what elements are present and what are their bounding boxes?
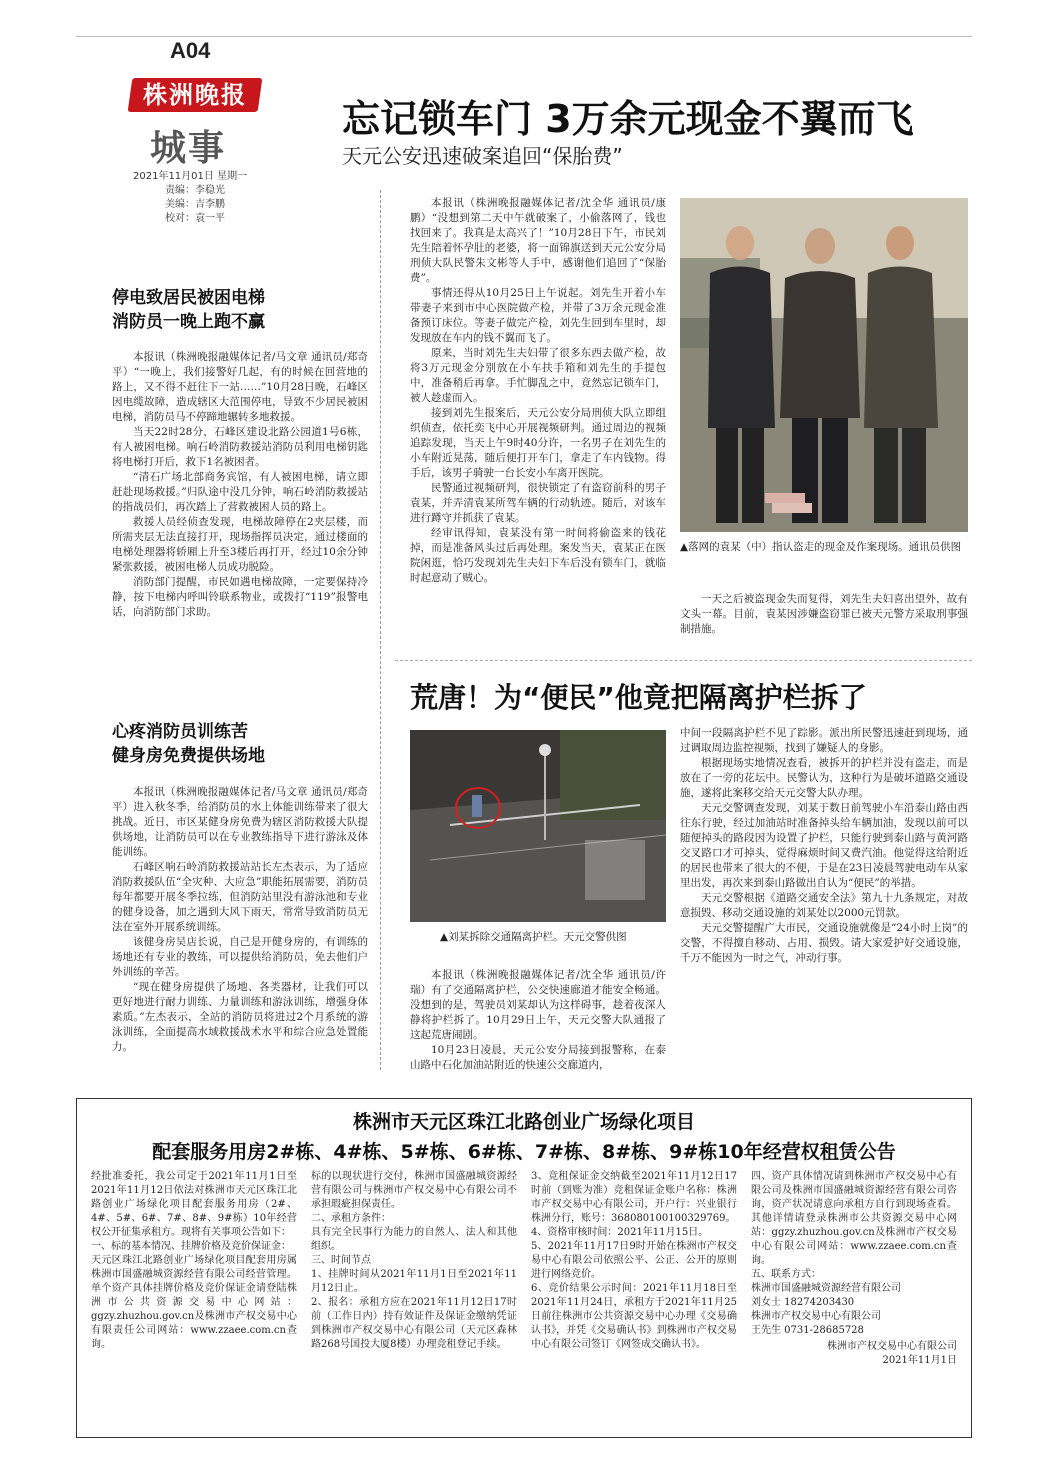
left-story1-body: [112, 350, 368, 620]
left-story1-headline: [112, 286, 265, 334]
paragraph: 根据现场实地情况查看，被拆开的护栏并没有盗走，而是放在了一旁的花坛中。民警认为，这种行为是破坏道路交通设施，遂将此案移交给天元交警大队办理。: [680, 757, 968, 799]
designer-line: 美编：吉李鹏: [165, 199, 225, 210]
left-column-divider: [380, 190, 381, 1070]
editor-line: 责编：李稳光: [165, 185, 225, 196]
story3-photo: [410, 730, 666, 922]
left-story1-headline-line1: 停电致居民被困电梯: [112, 288, 265, 308]
page-number: A04: [170, 38, 211, 63]
ad-col4: 四、资产具体情况请到株洲市产权交易中心有限公司及株洲市国盛融城资源经营有限公司咨询，资产状况请意向承租方自行到现场查看。其他详情请登录株洲市公共资源交易中心网站：ggzy.zhuzhou.gov.cn及株洲市产权交易中心有限公司网站：www.zzaee.com.cn查询。 五、联系方式： 株洲市国盛融城资源经营有限公司 刘女士 18274203430 株洲市产权交易中心有限公司 王先生 0731-28685728: [751, 1171, 957, 1336]
story3-body-col2: [680, 726, 968, 966]
ad-sign-date: 2021年11月1日: [882, 1355, 957, 1366]
lead-body: [410, 196, 666, 586]
story3-photo-caption: ▲刘某拆除交通隔离护栏。天元交警供图: [440, 931, 627, 943]
paragraph: 一天之后被盗现金失而复得，刘先生夫妇喜出望外，故有文头一幕。目前，袁某因涉嫌盗窃罪已被天元警方采取刑事强制措施。: [680, 593, 968, 635]
lead-closing: [680, 592, 968, 637]
story3-rule: [395, 660, 972, 661]
paragraph: 事情还得从10月25日上午说起。刘先生开着小车带妻子来到市中心医院做产检，并带了3万余元现金准备预订床位。等妻子做完产检，刘先生回到车里时，却发现放在车内的钱不翼而飞了。: [410, 287, 666, 344]
paragraph: 石峰区响石岭消防救援站站长左杰表示，为了适应消防救援队伍“全灾种、大应急”职能拓展需要，消防员每年都要开展冬季拉练，但消防站里没有游泳池和专业的健身设备，加之遇到大风下雨天，常常导致消防员无法在室外开展系统训练。: [112, 861, 368, 933]
logo-text: 株洲晚报: [143, 80, 247, 109]
lead-photo-caption: ▲落网的袁某（中）指认盗走的现金及作案现场。通讯员供图: [680, 541, 962, 553]
paragraph: 天元交警根据《道路交通安全法》第九十九条规定，对故意损毁、移动交通设施的刘某处以2000元罚款。: [680, 892, 968, 919]
story3-photo-illustration: [410, 730, 666, 922]
lead-subheadline: 天元公安迅速破案追回“保胎费”: [342, 144, 623, 168]
paragraph: “清石广场北部商务宾馆，有人被困电梯，请立即赶赴现场救援。”归队途中没几分钟，响石岭消防救援站的指战员们，再次踏上了营救被困人员的路上。: [112, 471, 368, 513]
paragraph: 当天22时28分，石峰区建设北路公园道1号6栋，有人被困电梯。响石岭消防救援站消防员利用电梯钥匙将电梯打开后，救下1名被困者。: [112, 426, 368, 468]
date-line: 2021年11月01日 星期一: [133, 171, 248, 182]
story3-headline: 荒唐！为“便民”他竟把隔离护栏拆了: [410, 681, 867, 714]
left-story2-headline-line2: 健身房免费提供场地: [112, 746, 265, 766]
proofreader-line: 校对：袁一平: [165, 213, 225, 224]
lead-photo: [680, 198, 968, 532]
top-rule: [76, 36, 972, 37]
paragraph: 天元交警调查发现，刘某于数日前驾驶小车沿泰山路由西往东行驶，经过加油站时准备掉头给车辆加油，发现以前可以随便掉头的路段因为设置了护栏，只能行驶到泰山路与黄河路交叉路口才可掉头，觉得麻烦时间又费汽油。他觉得这给附近的居民也带来了很大的不便，于是在23日凌晨驾驶电动车从家里出发，再次来到泰山路做出自认为“便民”的举措。: [680, 802, 968, 889]
lead-photo-illustration: [680, 198, 968, 532]
ad-columns: [77, 1164, 971, 1368]
ad-title-line2: 配套服务用房2#栋、4#栋、5#栋、6#栋、7#栋、8#栋、9#栋10年经营权租赁公告: [152, 1141, 896, 1163]
paragraph: 中间一段隔离护栏不见了踪影。派出所民警迅速赶到现场，通过调取周边监控视频，找到了嫌疑人的身影。: [680, 727, 968, 754]
left-story2-headline: [112, 720, 265, 768]
left-story1-headline-line2: 消防员一晚上跑不赢: [112, 312, 265, 332]
paragraph: “现在健身房提供了场地、各类器材，让我们可以更好地进行耐力训练、力量训练和游泳训练，增强身体素质。”左杰表示，全站的消防员将进过2个月系统的游泳训练，全面提高水域救援战术水平和综合应急处置能力。: [112, 981, 368, 1053]
left-story2-headline-line1: 心疼消防员训练苦: [112, 722, 248, 742]
masthead-info: [133, 170, 247, 226]
paragraph: 民警通过视频研判，很快锁定了有盗窃前科的男子袁某，并弄清袁某所驾车辆的行动轨迹。随后，对该车进行蹲守并抓获了袁某。: [410, 482, 666, 524]
newspaper-logo: [128, 78, 263, 112]
ad-col2: 标的以现状进行交付，株洲市国盛融城资源经营有限公司与株洲市产权交易中心有限公司不承担瑕疵担保责任。 二、承租方条件： 具有完全民事行为能力的自然人、法人和其他组织。 三、时间节点 1、挂牌时间从2021年11月1日至2021年11月12日止。 2、报名：承租方应在2021年11月12日17时前（工作日内）持有效证件及保证金缴纳凭证到株洲市产权交易中心有限公司（天元区森林路268号国投大厦8楼）办理竞租登记手续。: [311, 1171, 517, 1350]
paragraph: 原来，当时刘先生夫妇带了很多东西去做产检，故将3万元现金分别放在小车扶手箱和刘先生的手提包中，准备稍后再拿。手忙脚乱之中，竟然忘记锁车门，被人趁虚而入。: [410, 347, 666, 404]
lead-headline: 忘记锁车门 3万余元现金不翼而飞: [342, 97, 914, 141]
ad-signer: 株洲市产权交易中心有限公司: [827, 1341, 957, 1352]
paragraph: 本报讯（株洲晚报融媒体记者/马文章 通讯员/郑奇平）“一晚上，我们接警好几起，有的时候在回营地的路上，又不得不赶往下一站……”10月28日晚，石峰区因电缆故障，造成辖区大范围停电，导致不少居民被困电梯，消防员马不停蹄地辗转多地救援。: [112, 351, 368, 423]
paragraph: 10月23日凌晨，天元公安分局接到报警称，在泰山路中石化加油站附近的快速公交廊道内，: [410, 1044, 666, 1071]
paragraph: 经审讯得知，袁某没有第一时间将偷盗来的钱花掉，而是准备风头过后再处理。案发当天，袁某正在医院闲逛，恰巧发现刘先生夫妇下车后没有锁车门，就临时起意动了贼心。: [410, 527, 666, 584]
paragraph: 接到刘先生报案后，天元公安分局刑侦大队立即组织侦查，依托奕飞中心开展视频研判。通过周边的视频追踪发现，当天上午9时40分许，一名男子在刘先生的小车附近晃荡，随后便打开车门，拿走了车内钱物。得手后，该男子骑驶一台长安小车离开医院。: [410, 407, 666, 479]
ad-col1: 经批准委托，我公司定于2021年11月1日至2021年11月12日依法对株洲市天元区珠江北路创业广场绿化项目配套服务用房（2#、4#、5#、6#、7#、8#、9#栋）10年经营权公开征集承租方。现将有关事项公告如下： 一、标的基本情况、挂牌价格及竞价保证金： 天元区珠江北路创业广场绿化项目配套用房属株洲市国盛融城资源经营有限公司经营管理。单个资产具体挂牌价格及竞价保证金请登陆株洲市公共资源交易中心网站：ggzy.zhuzhou.gov.cn及株洲市产权交易中心有限责任公司网站：www.zzaee.com.cn查询。: [91, 1171, 297, 1350]
ad-box: [76, 1098, 972, 1438]
paragraph: 天元交警提醒广大市民，交通设施就像是“24小时上岗”的交警，不得擅自移动、占用、损毁。请大家爱护好交通设施，千万不能因为一时之气，冲动行事。: [680, 922, 968, 964]
story3-body-col1: [410, 968, 666, 1073]
paragraph: 本报讯（株洲晚报融媒体记者/沈全华 通讯员/许瑞）有了交通隔离护栏，公交快速廊道才能安全畅通。没想到的是，驾驶员刘某却认为这样碍事，趁着夜深人静将护栏拆了。10月29日上午，天元交警大队通报了这起荒唐闹剧。: [410, 969, 666, 1041]
paragraph: 救援人员经侦查发现，电梯故障停在2夹层楼，而所需夹层无法直接打开，现场指挥员决定，通过楼面的电梯处理器将轿厢上升至3楼后再打开，经过10余分钟紧张救援，被困电梯人员成功脱险。: [112, 516, 368, 573]
paragraph: 消防部门提醒，市民如遇电梯故障，一定要保持冷静，按下电梯内呼叫铃联系物业，或拨打“119”报警电话，向消防部门求助。: [112, 576, 368, 618]
ad-title-line1: 株洲市天元区珠江北路创业广场绿化项目: [352, 1111, 695, 1133]
left-story2-body: [112, 785, 368, 1055]
paragraph: 该健身房吴店长说，自己是开健身房的，有训练的场地还有专业的教练，可以提供给消防员，免去他们户外训练的辛苦。: [112, 936, 368, 978]
paragraph: 本报讯（株洲晚报融媒体记者/马文章 通讯员/郑奇平）进入秋冬季，给消防员的水上体能训练带来了很大挑战。近日，市区某健身房免费为辖区消防救援大队提供场地，让消防员可以在专业教练指导下进行游泳及体能训练。: [112, 786, 368, 858]
section-label: 城事: [150, 127, 227, 169]
paragraph: 本报讯（株洲晚报融媒体记者/沈全华 通讯员/康鹏）“没想到第二天中午就破案了，小偷落网了，钱也找回来了。我真是太高兴了！”10月28日下午，市民刘先生陪着怀孕肚的老婆，将一面锦旗送到天元公安分局刑侦大队民警朱文彬等人手中，感谢他们追回了“保胎费”。: [410, 197, 666, 284]
ad-col4-wrap: [751, 1170, 957, 1368]
ad-col3: 3、竞租保证金交纳截至2021年11月12日17时前（到账为准）竞租保证金账户名称：株洲市产权交易中心有限公司，开户行：兴业银行株洲分行，账号：368080100100329769。 4、资格审核时间：2021年11月15日。 5、2021年11月17日9时开始在株洲市产权交易中心有限公司依照公平、公正、公开的原则进行网络竞价。 6、竞价结果公示时间：2021年11月18日至2021年11月24日，承租方于2021年11月25日前往株洲市公共资源交易中心办理《交易确认书》，并凭《交易确认书》到株洲市产权交易中心有限公司签订《网签成交确认书》。: [531, 1171, 737, 1350]
